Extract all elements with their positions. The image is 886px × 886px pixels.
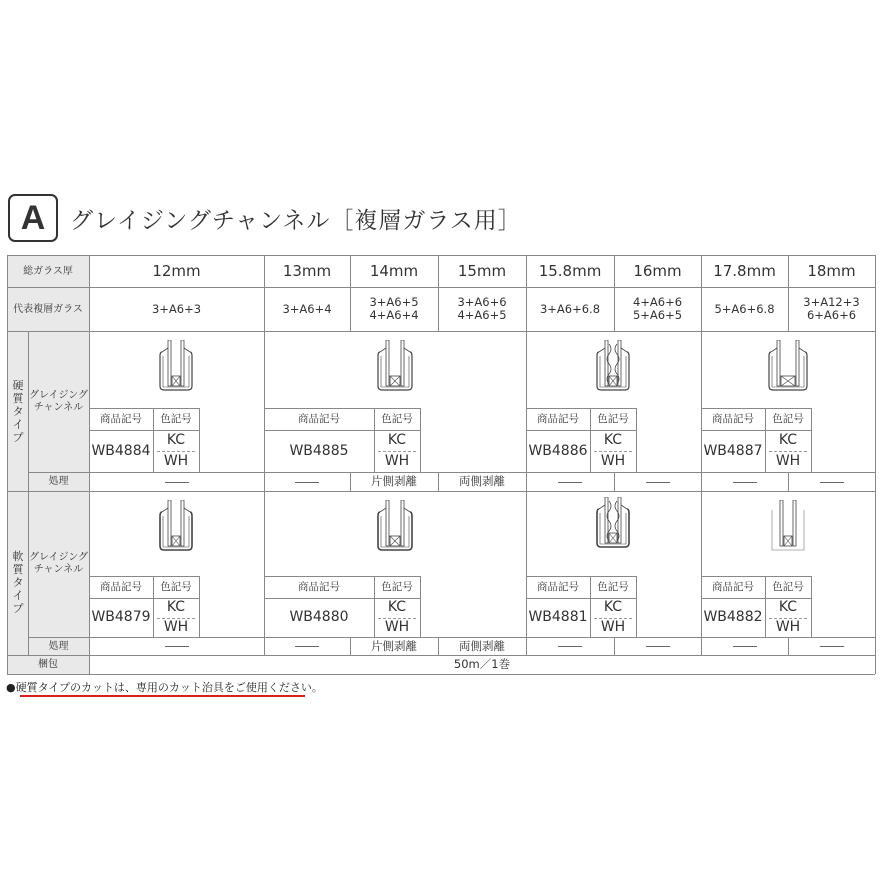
hard-color-wh: WH: [384, 453, 410, 469]
hard-treatment-both-sides: 両側剥離: [459, 474, 505, 488]
soft-divider: [526, 598, 636, 599]
soft-divider: [264, 576, 420, 577]
thickness-cell: 16mm: [633, 261, 682, 280]
hard-divider: [811, 408, 812, 472]
hard-treatment-none: [165, 482, 189, 483]
soft-treatment-label: 処理: [28, 637, 89, 655]
soft-color-kc: KC: [778, 599, 798, 616]
soft-color-kc: KC: [166, 599, 186, 616]
table-rule: [526, 331, 527, 655]
soft-color-kc: KC: [387, 599, 407, 616]
table-rule: [28, 331, 29, 655]
glass-combo-cell: 3+A12+3 6+A6+6: [803, 295, 860, 322]
soft-divider: [153, 576, 154, 637]
glass-combo-cell: 3+A6+3: [151, 301, 202, 316]
soft-color-code-header: 色記号: [381, 580, 413, 593]
soft-color-wh: WH: [163, 618, 189, 635]
table-rule: [28, 472, 875, 473]
soft-color-wh: WH: [600, 618, 626, 635]
soft-divider: [89, 598, 199, 599]
hard-type-char: タ: [12, 404, 24, 418]
soft-treatment-none: [820, 646, 844, 647]
hard-product-code-header: 商品記号: [712, 412, 754, 425]
hard-divider: [526, 408, 636, 409]
soft-channel-label: グレイジング チャンネル: [28, 491, 89, 637]
soft-type-label: [8, 491, 28, 674]
glass-combo-cell: 3+A6+4: [282, 301, 332, 316]
table-rule: [526, 637, 527, 655]
hard-color-divider: [157, 451, 195, 452]
thickness-cell: 18mm: [807, 261, 856, 280]
table-rule: [28, 637, 875, 638]
soft-divider: [374, 576, 375, 637]
soft-channel-diagram-13-15mm: [360, 500, 430, 560]
packaging-value: 50m／1巻: [453, 657, 511, 671]
hard-color-code-header: 色記号: [772, 412, 804, 425]
hard-product-code-header: 商品記号: [298, 412, 340, 425]
hard-divider: [199, 408, 200, 472]
hard-product-code: WB4887: [703, 442, 763, 459]
glass-combo-cell: 3+A6+6 4+A6+5: [457, 295, 507, 322]
soft-color-code-header: 色記号: [772, 580, 804, 593]
hard-product-code-header: 商品記号: [537, 412, 579, 425]
soft-channel-diagram-15.8-16mm: [578, 497, 648, 557]
table-rule: [701, 331, 702, 655]
hard-color-kc: KC: [603, 432, 623, 448]
table-rule: [7, 255, 875, 256]
hard-color-kc: KC: [387, 432, 407, 448]
hard-treatment-none: [558, 482, 582, 483]
hard-divider: [765, 408, 766, 472]
table-rule: [875, 255, 876, 674]
table-rule: [7, 255, 8, 674]
soft-product-code: WB4879: [91, 609, 151, 625]
hard-type-char: プ: [12, 430, 24, 444]
soft-color-kc: KC: [603, 599, 623, 616]
soft-color-divider: [157, 618, 195, 619]
table-rule: [350, 472, 351, 491]
hard-treatment-none: [820, 482, 844, 483]
table-rule: [701, 637, 702, 655]
soft-color-divider: [594, 618, 632, 619]
soft-product-code: WB4882: [703, 609, 763, 625]
table-rule: [614, 255, 615, 331]
hard-product-code: WB4885: [289, 442, 349, 459]
hard-divider: [701, 430, 811, 431]
soft-divider: [811, 576, 812, 637]
soft-product-code-header: 商品記号: [100, 580, 142, 593]
glass-combo-cell: 5+A6+6.8: [714, 301, 775, 316]
soft-color-wh: WH: [775, 618, 801, 635]
hard-product-code-header: 商品記号: [100, 412, 142, 425]
table-rule: [350, 637, 351, 655]
thickness-cell: 13mm: [282, 261, 332, 280]
glass-combo-cell: 3+A6+6.8: [539, 301, 601, 316]
table-rule: [614, 472, 615, 491]
soft-channel-diagram-17.8-18mm: [753, 500, 823, 560]
hard-channel-diagram-17.8-18mm: [753, 340, 823, 400]
soft-divider: [420, 576, 421, 637]
hard-color-kc: KC: [778, 432, 798, 448]
soft-treatment-none: [733, 646, 757, 647]
hard-divider: [590, 408, 591, 472]
total-thickness-label: 総ガラス厚: [7, 255, 89, 287]
hard-treatment-none: [646, 482, 670, 483]
table-rule: [264, 637, 265, 655]
table-rule: [7, 655, 875, 656]
table-rule: [788, 472, 789, 491]
hard-channel-diagram-15.8-16mm: [578, 340, 648, 400]
hard-divider: [153, 408, 154, 472]
thickness-cell: 12mm: [152, 261, 201, 280]
soft-product-code: WB4880: [289, 609, 349, 625]
soft-product-code: WB4881: [528, 609, 588, 625]
thickness-cell: 15mm: [457, 261, 507, 280]
table-rule: [701, 472, 702, 491]
hard-treatment-label: 処理: [28, 472, 89, 491]
soft-product-code-header: 商品記号: [537, 580, 579, 593]
soft-treatment-none: [295, 646, 319, 647]
soft-type-char: 軟: [12, 550, 24, 563]
hard-treatment-none: [733, 482, 757, 483]
table-rule: [701, 255, 702, 331]
hard-type-char: 質: [12, 391, 24, 405]
hard-color-wh: WH: [600, 453, 626, 469]
soft-divider: [526, 576, 636, 577]
table-rule: [264, 472, 265, 491]
soft-divider: [89, 576, 199, 577]
hard-divider: [264, 408, 420, 409]
soft-treatment-both-sides: 両側剥離: [459, 638, 505, 653]
table-rule: [7, 331, 875, 332]
hard-color-divider: [594, 451, 632, 452]
table-rule: [264, 255, 265, 331]
hard-color-divider: [378, 451, 416, 452]
hard-channel-diagram-13-15mm: [360, 340, 430, 400]
hard-divider: [701, 408, 811, 409]
hard-divider: [526, 430, 636, 431]
soft-color-code-header: 色記号: [160, 580, 192, 593]
soft-color-divider: [378, 618, 416, 619]
soft-divider: [199, 576, 200, 637]
hard-divider: [89, 430, 199, 431]
soft-treatment-none: [165, 646, 189, 647]
table-rule: [788, 637, 789, 655]
hard-type-label: [8, 331, 28, 491]
hard-channel-label: グレイジング チャンネル: [28, 331, 89, 472]
soft-type-char: 質: [12, 563, 24, 576]
hard-product-code: WB4886: [528, 442, 588, 459]
soft-type-char: プ: [12, 602, 24, 615]
hard-color-kc: KC: [166, 432, 186, 448]
glass-combo-cell: 3+A6+5 4+A6+4: [369, 295, 419, 322]
hard-color-wh: WH: [775, 453, 801, 469]
soft-treatment-none: [558, 646, 582, 647]
section-letter-badge: [8, 194, 58, 242]
table-rule: [526, 472, 527, 491]
soft-divider: [590, 576, 591, 637]
hard-color-wh: WH: [163, 453, 189, 469]
table-rule: [526, 255, 527, 331]
soft-color-divider: [769, 618, 807, 619]
soft-divider: [701, 576, 811, 577]
section-title: グレイジングチャンネル［複層ガラス用］: [70, 208, 522, 234]
hard-color-code-header: 色記号: [160, 412, 192, 425]
table-rule: [788, 255, 789, 331]
section-letter: A: [20, 198, 46, 237]
soft-divider: [636, 576, 637, 637]
note-underline: [20, 695, 305, 697]
table-rule: [350, 255, 351, 331]
soft-color-wh: WH: [384, 618, 410, 635]
thickness-cell: 15.8mm: [538, 261, 602, 280]
thickness-cell: 14mm: [369, 261, 419, 280]
hard-color-divider: [769, 451, 807, 452]
soft-divider: [765, 576, 766, 637]
table-rule: [264, 331, 265, 655]
packaging-label: 梱包: [7, 655, 89, 674]
glass-combo-cell: 4+A6+6 5+A6+5: [632, 295, 683, 322]
hard-divider: [420, 408, 421, 472]
hard-channel-diagram-12mm: [141, 340, 211, 400]
thickness-cell: 17.8mm: [713, 261, 776, 280]
usage-note: ●硬質タイプのカットは、専用のカット治具をご使用ください。: [6, 681, 323, 694]
table-rule: [7, 674, 875, 675]
hard-divider: [89, 408, 199, 409]
soft-divider: [264, 598, 420, 599]
hard-type-char: 硬: [12, 378, 24, 392]
soft-type-char: タ: [12, 576, 24, 589]
hard-divider: [374, 408, 375, 472]
hard-divider: [264, 430, 420, 431]
table-rule: [7, 287, 875, 288]
table-rule: [438, 472, 439, 491]
table-rule: [438, 255, 439, 331]
table-rule: [7, 491, 875, 492]
hard-color-code-header: 色記号: [381, 412, 413, 425]
soft-type-char: イ: [12, 589, 24, 602]
soft-color-code-header: 色記号: [597, 580, 629, 593]
table-rule: [438, 637, 439, 655]
representative-glass-label: 代表複層ガラス: [7, 287, 89, 331]
soft-treatment-one-side: 片側剥離: [371, 638, 417, 653]
soft-product-code-header: 商品記号: [712, 580, 754, 593]
table-rule: [89, 255, 90, 674]
hard-type-char: イ: [12, 417, 24, 431]
hard-color-code-header: 色記号: [597, 412, 629, 425]
soft-divider: [701, 598, 811, 599]
soft-treatment-none: [646, 646, 670, 647]
hard-treatment-none: [295, 482, 319, 483]
soft-product-code-header: 商品記号: [298, 580, 340, 593]
hard-product-code: WB4884: [91, 442, 151, 459]
hard-treatment-one-side: 片側剥離: [371, 474, 417, 488]
table-rule: [614, 637, 615, 655]
hard-divider: [636, 408, 637, 472]
soft-channel-diagram-12mm: [141, 500, 211, 560]
